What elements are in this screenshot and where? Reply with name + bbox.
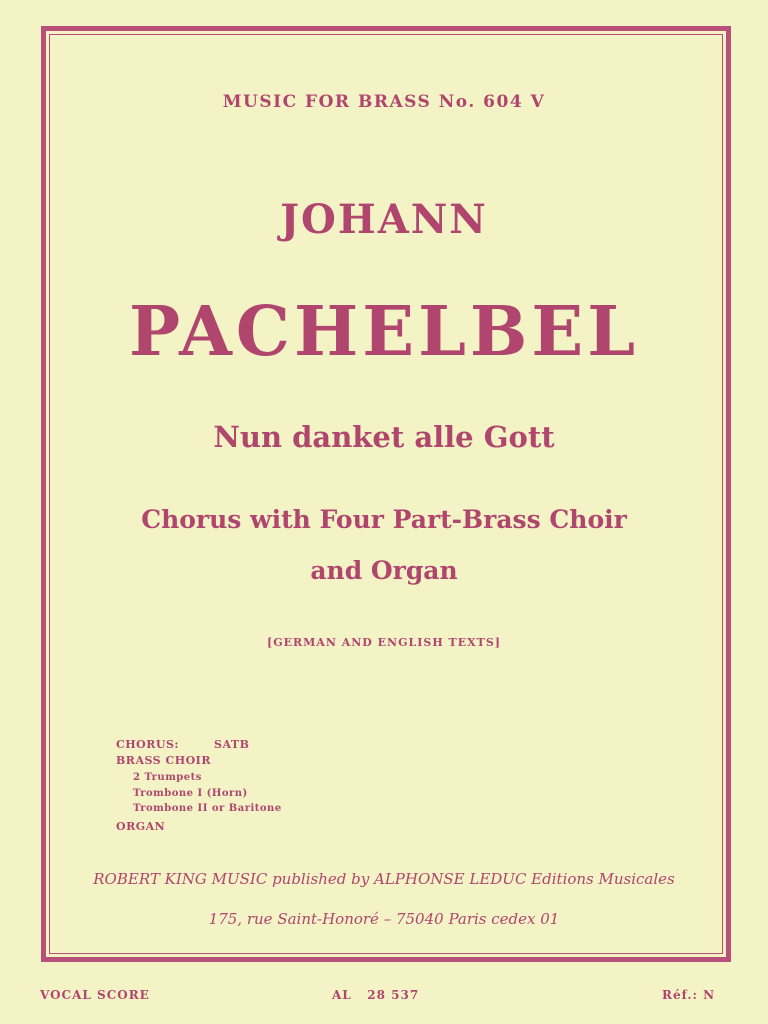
series-number: MUSIC FOR BRASS No. 604 V: [222, 92, 546, 112]
composer-last-name: PACHELBEL: [128, 292, 640, 372]
cover-border-inner: [49, 34, 723, 954]
footer-vocal-score: VOCAL SCORE: [40, 988, 150, 1002]
subtitle-line-2: and Organ: [310, 556, 458, 585]
publisher-line: ROBERT KING MUSIC published by ALPHONSE LEDUC Editions Musicales: [93, 870, 675, 888]
part-trombone-2: Trombone II or Baritone: [133, 803, 282, 814]
subtitle-line-1: Chorus with Four Part-Brass Choir: [141, 505, 627, 534]
part-trombone-1: Trombone I (Horn): [133, 788, 248, 799]
brass-choir-label: BRASS CHOIR: [116, 754, 211, 767]
publisher-address: 175, rue Saint-Honoré – 75040 Paris cedex 01: [208, 910, 560, 928]
composer-first-name: JOHANN: [280, 196, 488, 243]
part-trumpets: 2 Trumpets: [133, 772, 202, 783]
organ-label: ORGAN: [116, 820, 166, 833]
texts-note: [GERMAN AND ENGLISH TEXTS]: [267, 636, 501, 649]
chorus-value: SATB: [214, 738, 250, 751]
footer-catalog-number: AL 28 537: [332, 988, 420, 1002]
chorus-label: CHORUS:: [116, 738, 179, 751]
work-title: Nun danket alle Gott: [213, 420, 555, 454]
footer-reference: Réf.: N: [662, 988, 716, 1002]
